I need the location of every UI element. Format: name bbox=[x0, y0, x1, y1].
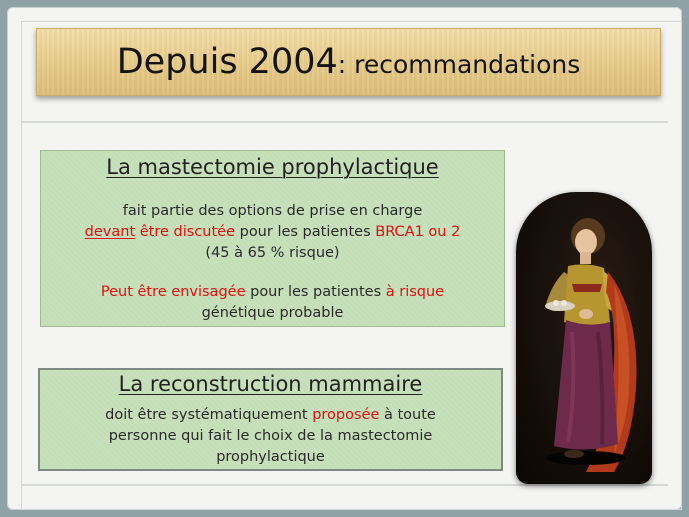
mastectomy-box bbox=[40, 150, 505, 327]
reconstruction-line-2: personne qui fait le choix de la mastectomie bbox=[108, 428, 433, 444]
saint-painting-image bbox=[516, 192, 652, 484]
title-main: Depuis 2004 bbox=[116, 42, 338, 82]
reconstruction-line-3: prophylactique bbox=[216, 449, 325, 465]
envisagee-text: Peut être envisagée bbox=[100, 284, 246, 300]
bottom-divider bbox=[21, 484, 668, 486]
proposee-text: proposée bbox=[312, 407, 380, 423]
patientes-text: pour les patientes bbox=[235, 224, 376, 240]
discutee-text: être discutée bbox=[135, 224, 235, 240]
reconstruction-line-1 bbox=[40, 405, 501, 426]
a-risque-text: à risque bbox=[385, 284, 445, 300]
devant-text: devant bbox=[84, 224, 136, 240]
mastectomy-line-1: fait partie des options de prise en charge bbox=[122, 203, 423, 219]
slide-title bbox=[117, 42, 581, 82]
painting-illustration bbox=[516, 192, 652, 484]
mastectomy-line-2 bbox=[41, 222, 504, 243]
reconstruction-heading: La reconstruction mammaire bbox=[118, 372, 423, 396]
title-sub: : recommandations bbox=[337, 50, 581, 79]
envisagee-line-1 bbox=[41, 282, 504, 303]
title-banner bbox=[36, 28, 661, 96]
top-divider bbox=[21, 121, 668, 123]
mastectomy-heading: La mastectomie prophylactique bbox=[106, 155, 439, 179]
mastectomy-line-3: (45 à 65 % risque) bbox=[205, 245, 340, 261]
brca-text: BRCA1 ou 2 bbox=[375, 224, 461, 240]
reconstruction-box bbox=[38, 368, 503, 471]
systematiquement-text: doit être systématiquement bbox=[105, 407, 313, 423]
a-toute-text: à toute bbox=[379, 407, 436, 423]
patientes-text-2: pour les patientes bbox=[245, 284, 386, 300]
envisagee-line-2: génétique probable bbox=[201, 305, 344, 321]
